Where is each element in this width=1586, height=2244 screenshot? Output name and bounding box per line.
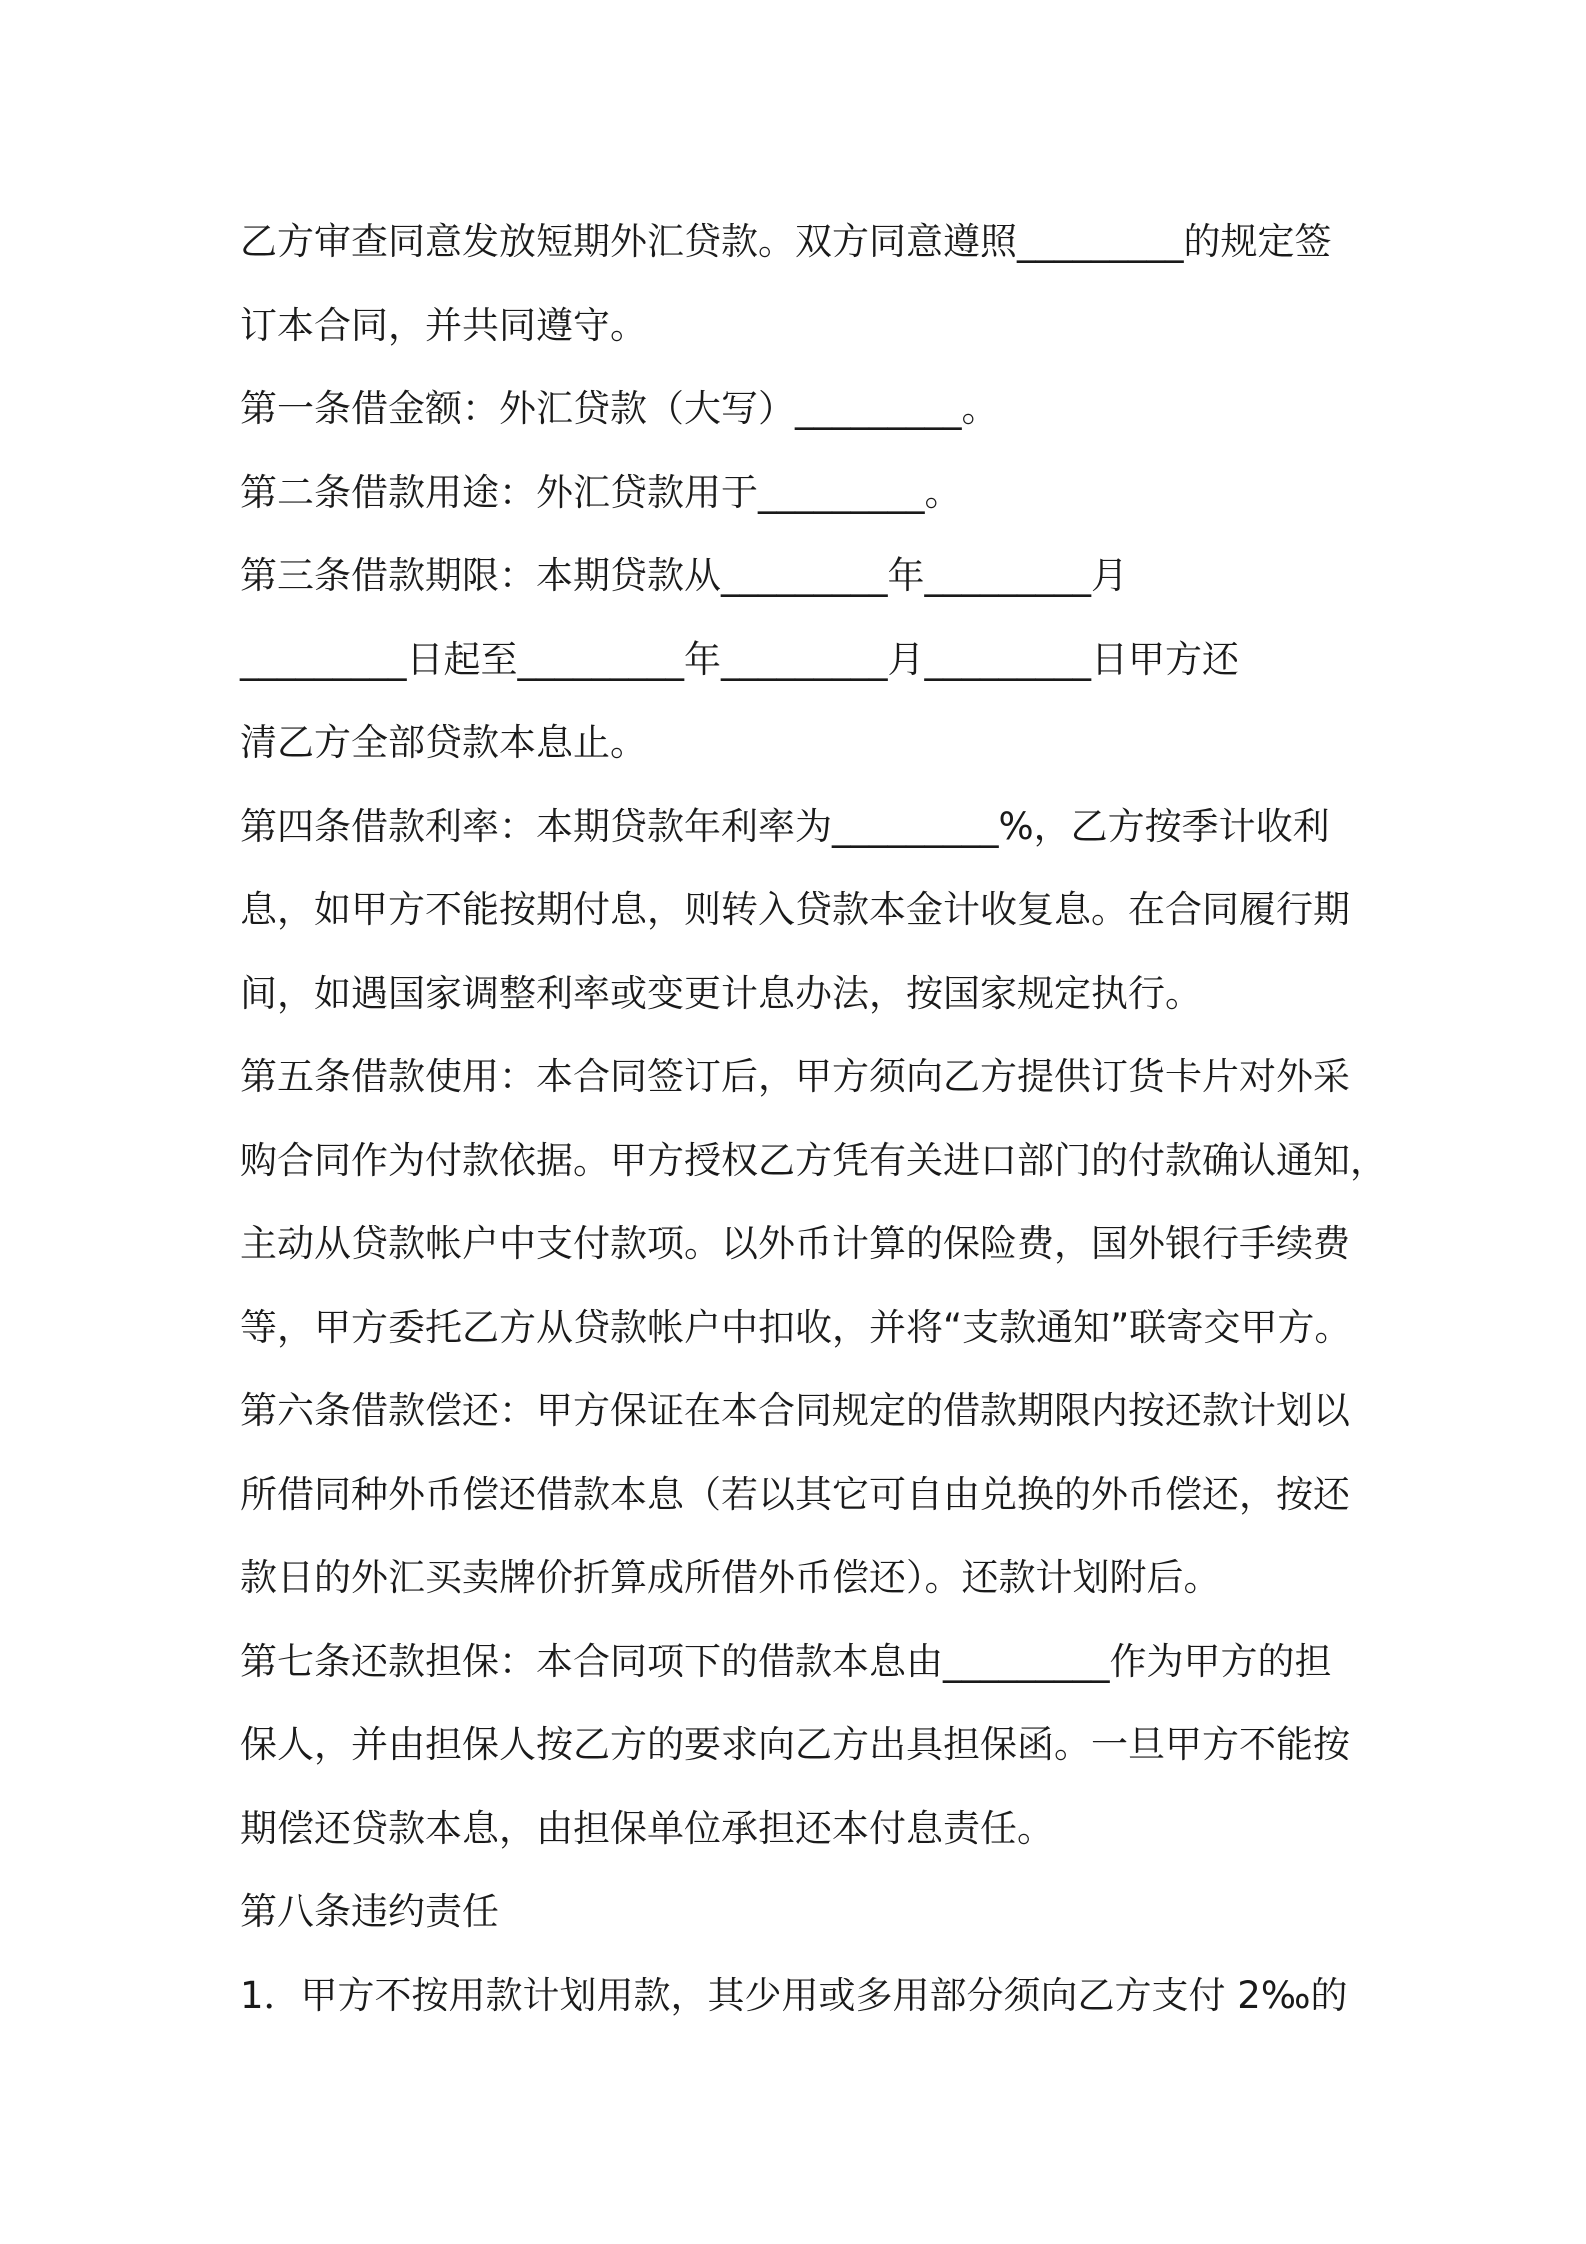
text-line: 购合同作为付款依据。甲方授权乙方凭有关进口部门的付款确认通知， — [240, 1138, 1387, 1182]
text-line: 款日的外汇买卖牌价折算成所借外币偿还）。还款计划附后。 — [240, 1556, 1221, 1599]
text-line: 清乙方全部贷款本息止。 — [240, 721, 647, 764]
text-line: 第二条借款用途：外汇贷款用于_________。 — [240, 470, 962, 514]
text-line: 订本合同，并共同遵守。 — [240, 303, 647, 347]
text-line: 第三条借款期限：本期贷款从_________年_________月 — [240, 554, 1128, 597]
text-line: 第一条借金额：外汇贷款（大写）_________。 — [240, 387, 999, 430]
contract-body — [240, 200, 1387, 2037]
text-line: 期偿还贷款本息，由担保单位承担还本付息责任。 — [240, 1806, 1054, 1850]
text-line: 所借同种外币偿还借款本息（若以其它可自由兑换的外币偿还，按还 — [240, 1472, 1350, 1516]
text-line: 第五条借款使用：本合同签订后，甲方须向乙方提供订货卡片对外采 — [240, 1055, 1350, 1098]
text-line: 1．甲方不按用款计划用款，其少用或多用部分须向乙方支付 2‰的 — [240, 1973, 1348, 2017]
text-line: 保人，并由担保人按乙方的要求向乙方出具担保函。一旦甲方不能按 — [240, 1723, 1350, 1766]
text-line: 乙方审查同意发放短期外汇贷款。双方同意遵照_________的规定签 — [240, 220, 1332, 263]
text-line: 第四条借款利率：本期贷款年利率为_________%，乙方按季计收利 — [240, 804, 1330, 848]
text-line: 第七条还款担保：本合同项下的借款本息由_________作为甲方的担 — [240, 1639, 1332, 1683]
text-line: 主动从贷款帐户中支付款项。以外币计算的保险费，国外银行手续费 — [240, 1222, 1350, 1265]
text-line: 息，如甲方不能按期付息，则转入贷款本金计收复息。在合同履行期 — [240, 888, 1350, 931]
text-line: 第六条借款偿还：甲方保证在本合同规定的借款期限内按还款计划以 — [240, 1389, 1350, 1432]
text-line: 第八条违约责任 — [240, 1890, 499, 1933]
text-line: 等，甲方委托乙方从贷款帐户中扣收，并将“支款通知”联寄交甲方。 — [240, 1305, 1352, 1349]
text-line: 间，如遇国家调整利率或变更计息办法，按国家规定执行。 — [240, 971, 1202, 1015]
text-line: _________日起至_________年_________月_________日甲方还 — [240, 637, 1239, 681]
